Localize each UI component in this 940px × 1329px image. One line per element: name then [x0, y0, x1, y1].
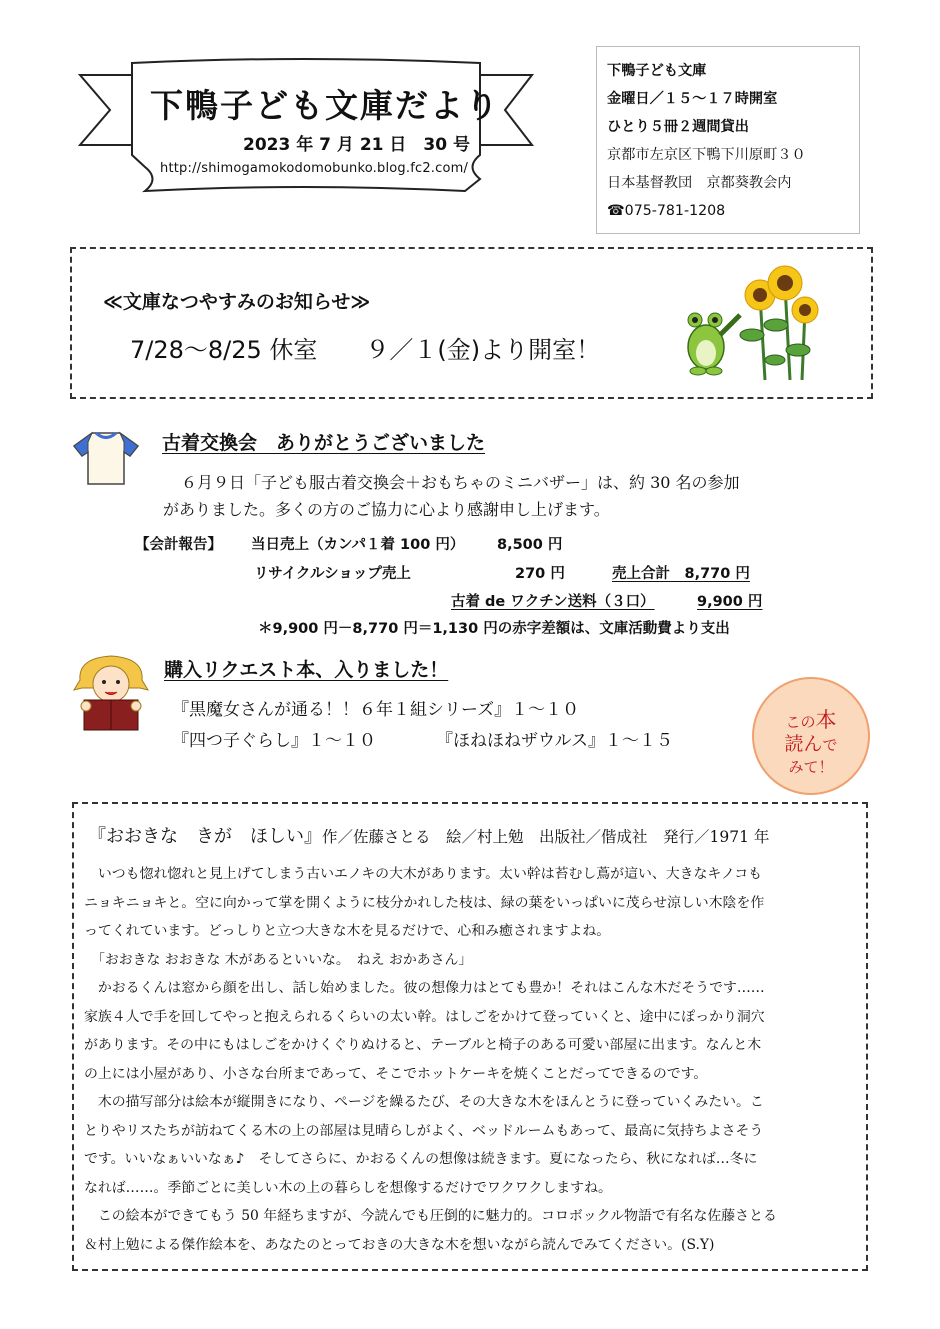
opening-hours: 金曜日／１５～１７時開室 [607, 91, 778, 107]
report-day-sales-label: 当日売上（カンパ１着 100 円） [251, 537, 465, 553]
review-line: とりやリスたちが訪ねてくる木の上の部屋は見晴らしがよく、ベッドルームもあって、最高に気持ちよさそう [84, 1122, 764, 1139]
church-location: 日本基督教団 京都葵教会内 [607, 175, 792, 191]
review-line: ってくれています。どっしりと立つ大きな木を見るだけで、心和み癒されますよね。 [84, 923, 611, 939]
report-sales-total: 売上合計 8,770 円 [612, 566, 750, 582]
review-line: ＆村上勉による傑作絵本を、あなたのとっておきの大きな木を想いながら読んでみてください。(S.Y) [84, 1236, 715, 1253]
summer-notice-heading: ≪文庫なつやすみのお知らせ≫ [103, 291, 371, 313]
address: 京都市左京区下鴨下川原町３０ [607, 147, 806, 163]
tshirt-icon [72, 428, 140, 488]
review-line: 木の描写部分は絵本が縦開きになり、ページを繰るたび、その大きな木をほんとうに登っていくみたい。こ [84, 1094, 764, 1110]
requested-book-1: 『黒魔女さんが通る！！６年１組シリーズ』１～１０ [172, 700, 580, 720]
summer-notice-dates: 7/28～8/25 休室 ９／１(金)より開室！ [130, 336, 601, 364]
review-line: ニョキニョキと。空に向かって掌を開くように枝分かれした枝は、緑の葉をいっぱいに茂らせ涼しい木陰を作 [84, 894, 765, 911]
clothes-exchange-text-2: がありました。多くの方のご協力に心より感謝申し上げます。 [163, 500, 610, 519]
issue-date: 2023 年 7 月 21 日 30 号 [243, 135, 470, 155]
badge-text-big: 読ん [784, 733, 823, 755]
report-day-sales-value: 8,500 円 [497, 537, 563, 553]
badge-text-big: 本 [815, 708, 837, 732]
read-this-badge [752, 677, 870, 795]
requested-books-title: 購入リクエスト本、入りました！ [164, 659, 449, 681]
blog-url[interactable]: http://shimogamokodomobunko.blog.fc2.com/ [160, 161, 469, 176]
requested-book-2: 『四つ子ぐらし』１～１０ [172, 731, 376, 751]
review-line: いつも惚れ惚れと見上げてしまう古いエノキの大木があります。太い幹は苔むし蔦が這い、大きなキノコも [84, 866, 763, 882]
review-line: があります。その中にもはしごをかけくぐりぬけると、テーブルと椅子のある可愛い部屋に出ます。なんと木 [84, 1037, 762, 1053]
review-line: です。いいなぁいいなぁ♪ そしてさらに、かおるくんの想像は続きます。夏になったら、秋になれば…冬に [84, 1151, 758, 1167]
library-info-box [596, 46, 860, 234]
lending-rule: ひとり５冊２週間貸出 [607, 119, 749, 135]
review-line: かおるくんは窓から顔を出し、話し始めました。彼の想像力はとても豊か！それはこんな木だそうです…… [84, 980, 765, 996]
report-label: 【会計報告】 [135, 537, 222, 553]
report-recycle-value: 270 円 [515, 566, 565, 582]
badge-text-part: この [785, 713, 816, 731]
report-vaccine-shipping-value: 9,900 円 [697, 594, 763, 610]
book-review-body [84, 860, 864, 1259]
book-review-credits: 作／佐藤さとる 絵／村上勉 出版社／偕成社 発行／1971 年 [322, 828, 770, 846]
newsletter-title: 下鴨子ども文庫だより [150, 86, 500, 125]
badge-text-part: みて！ [788, 758, 834, 776]
badge-text-part: で [822, 736, 838, 754]
review-line: なれば……。季節ごとに美しい木の上の暮らしを想像するだけでワクワクしますね。 [84, 1179, 612, 1196]
report-recycle-label: リサイクルショップ売上 [254, 566, 411, 582]
badge-text [754, 709, 868, 778]
frog-sunflower-illustration [680, 255, 820, 385]
library-name: 下鴨子ども文庫 [607, 63, 707, 79]
clothes-exchange-text-1: ６月９日「子ども服古着交換会＋おもちゃのミニバザー」は、約 30 名の参加 [181, 473, 740, 492]
phone-number: ☎075-781-1208 [607, 203, 726, 219]
review-line: 家族４人で手を回してやっと抱えられるくらいの太い幹。はしごをかけて登っていくと、途中にぽっかり洞穴 [84, 1008, 765, 1025]
report-vaccine-shipping-label: 古着 de ワクチン送料（３口） [451, 594, 655, 610]
girl-reading-icon [70, 650, 152, 732]
report-deficit-note: ＊9,900 円－8,770 円＝1,130 円の赤字差額は、文庫活動費より支出 [258, 621, 730, 637]
book-review-title: 『おおきな きが ほしい』 [88, 826, 322, 847]
review-line: の上には小屋があり、小さな台所まであって、そこでホットケーキを焼くことだってできるのです。 [84, 1065, 708, 1082]
book-review-heading [88, 822, 769, 848]
clothes-exchange-title: 古着交換会 ありがとうございました [162, 432, 486, 454]
review-line: この絵本ができてもう 50 年経ちますが、今読んでも圧倒的に魅力的。コロボックル物語で有名な佐藤さとる [84, 1208, 777, 1224]
requested-book-3: 『ほねほねザウルス』１～１５ [436, 731, 673, 751]
review-line: 「おおきな おおきな 木があるといいな。 ねえ おかあさん」 [84, 951, 473, 968]
